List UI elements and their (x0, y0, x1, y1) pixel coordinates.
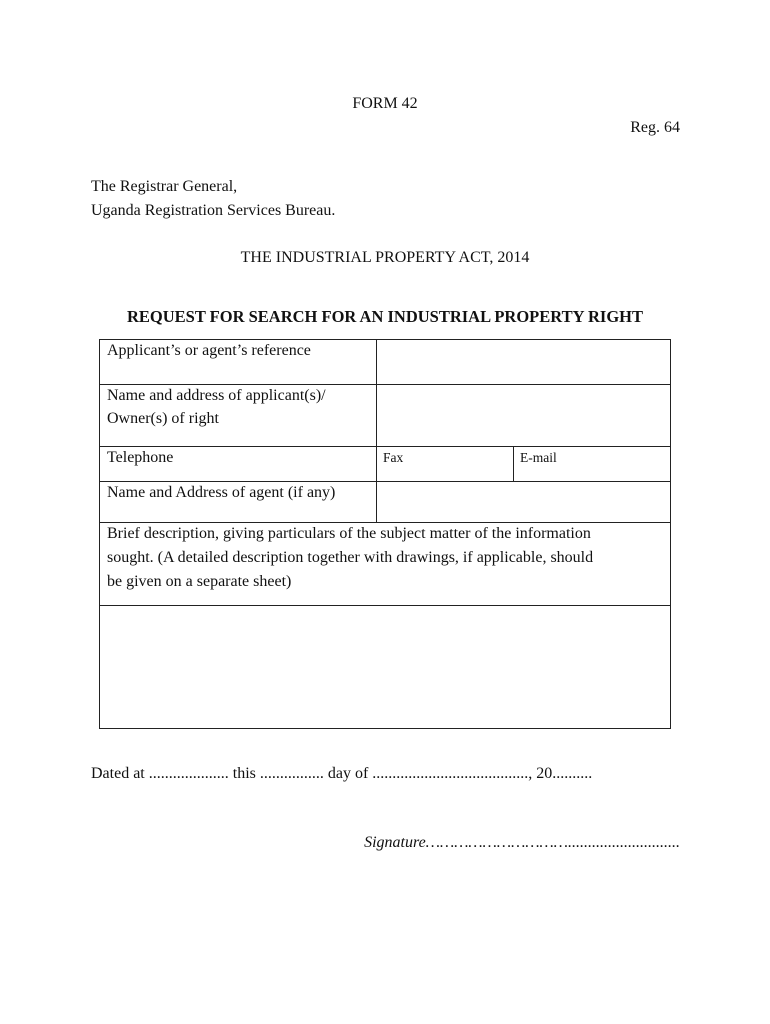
applicant-label-line-1: Name and address of applicant(s)/ (107, 387, 326, 404)
form-number: FORM 42 (352, 95, 418, 112)
act-title: THE INDUSTRIAL PROPERTY ACT, 2014 (240, 249, 530, 266)
email-label: E-mail (520, 450, 557, 465)
applicant-label-line-2: Owner(s) of right (107, 410, 219, 427)
telephone-label: Telephone (107, 449, 174, 466)
signature-line: Signature…………………………............................ (364, 834, 680, 851)
dated-line: Dated at .................... this ................ day of ......................................., 20.......... (91, 765, 593, 782)
agent-field[interactable] (377, 482, 669, 522)
description-field[interactable] (100, 606, 669, 727)
regulation-number: Reg. 64 (630, 119, 680, 136)
description-instruction-line-1: Brief description, giving particulars of the subject matter of the information (107, 525, 591, 542)
fax-label: Fax (383, 450, 404, 465)
applicant-field[interactable] (377, 385, 669, 446)
table-border-right (670, 339, 671, 728)
reference-field[interactable] (377, 340, 669, 384)
addressee-line-1: The Registrar General, (91, 178, 238, 195)
addressee-line-2: Uganda Registration Services Bureau. (91, 202, 336, 219)
description-instruction-line-2: sought. (A detailed description together with drawings, if applicable, should (107, 549, 594, 566)
table-column-divider (513, 446, 514, 481)
form-title: REQUEST FOR SEARCH FOR AN INDUSTRIAL PROPERTY RIGHT (126, 307, 644, 326)
agent-label: Name and Address of agent (if any) (107, 484, 336, 501)
reference-label: Applicant’s or agent’s reference (107, 342, 311, 359)
table-border-bottom (99, 728, 671, 729)
table-row-divider (99, 446, 671, 447)
description-instruction-line-3: be given on a separate sheet) (107, 573, 292, 590)
